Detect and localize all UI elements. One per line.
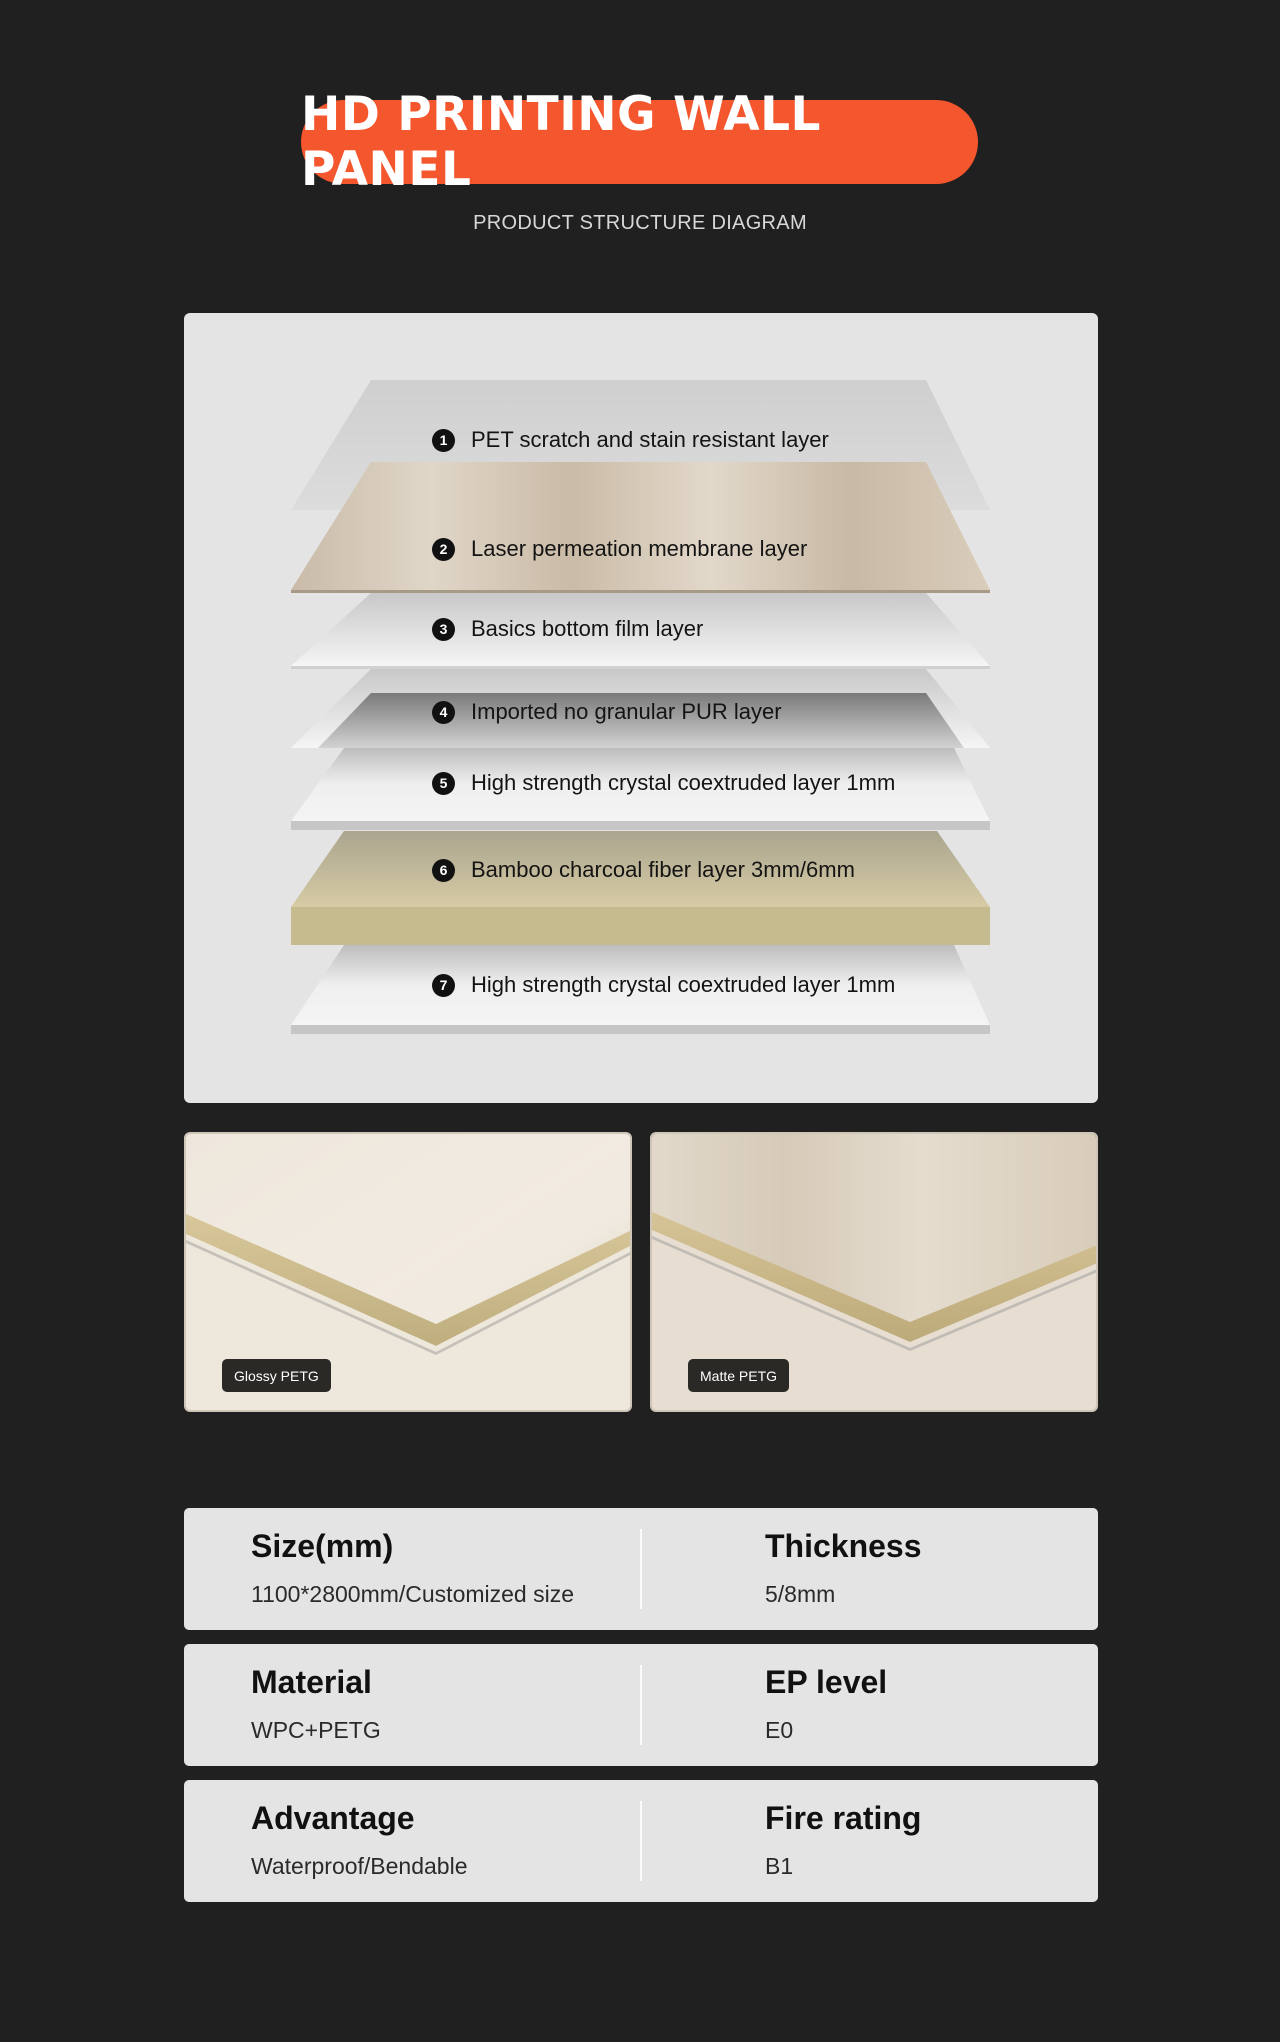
sample-photo-matte <box>650 1132 1098 1412</box>
spec-value: 1100*2800mm/Customized size <box>251 1581 575 1607</box>
page-title: HD PRINTING WALL PANEL <box>301 87 821 197</box>
spec-value: Waterproof/Bendable <box>251 1853 468 1879</box>
layer-text: PET scratch and stain resistant layer <box>471 427 829 452</box>
spec-label: EP level <box>765 1664 888 1700</box>
layer-label-4 <box>432 697 782 727</box>
layer-text: High strength crystal coextruded layer 1mm <box>471 972 896 997</box>
title-banner <box>301 87 978 197</box>
layer-text: Bamboo charcoal fiber layer 3mm/6mm <box>471 857 855 882</box>
spec-label: Size(mm) <box>251 1528 394 1564</box>
layer-text: Basics bottom film layer <box>471 616 704 641</box>
layer-text: High strength crystal coextruded layer 1mm <box>471 770 896 795</box>
spec-divider <box>640 1801 642 1881</box>
layer-label-1 <box>432 425 829 455</box>
spec-value: WPC+PETG <box>251 1717 381 1743</box>
layer-label-2 <box>432 534 807 564</box>
spec-divider <box>640 1665 642 1745</box>
spec-value: 5/8mm <box>765 1581 836 1607</box>
spec-label: Thickness <box>765 1528 922 1564</box>
spec-row-size <box>184 1508 1098 1630</box>
spec-row-material <box>184 1644 1098 1766</box>
layer-number: 7 <box>432 974 455 997</box>
spec-label: Material <box>251 1664 372 1700</box>
sample-photo-glossy <box>184 1132 632 1412</box>
structure-diagram <box>184 313 1098 1103</box>
layer-label-7 <box>432 970 895 1000</box>
spec-value: B1 <box>765 1853 794 1879</box>
matte-tag: Matte PETG <box>688 1359 789 1392</box>
spec-divider <box>640 1529 642 1609</box>
spec-row-advantage <box>184 1780 1098 1902</box>
spec-value: E0 <box>765 1717 794 1743</box>
glossy-tag: Glossy PETG <box>222 1359 331 1392</box>
layer-number: 4 <box>432 701 455 724</box>
layer-label-3 <box>432 614 703 644</box>
layer-number: 3 <box>432 618 455 641</box>
spec-label: Fire rating <box>765 1800 922 1836</box>
layer-number: 5 <box>432 772 455 795</box>
layer-label-5 <box>432 768 895 798</box>
layer-text: Imported no granular PUR layer <box>471 699 782 724</box>
layer-number: 1 <box>432 429 455 452</box>
layer-2-shape <box>291 462 990 590</box>
layer-number: 2 <box>432 538 455 561</box>
layer-label-6 <box>432 855 855 885</box>
page-subtitle: PRODUCT STRUCTURE DIAGRAM <box>473 212 807 234</box>
spec-label: Advantage <box>251 1800 415 1836</box>
layer-text: Laser permeation membrane layer <box>471 536 808 561</box>
layer-number: 6 <box>432 859 455 882</box>
